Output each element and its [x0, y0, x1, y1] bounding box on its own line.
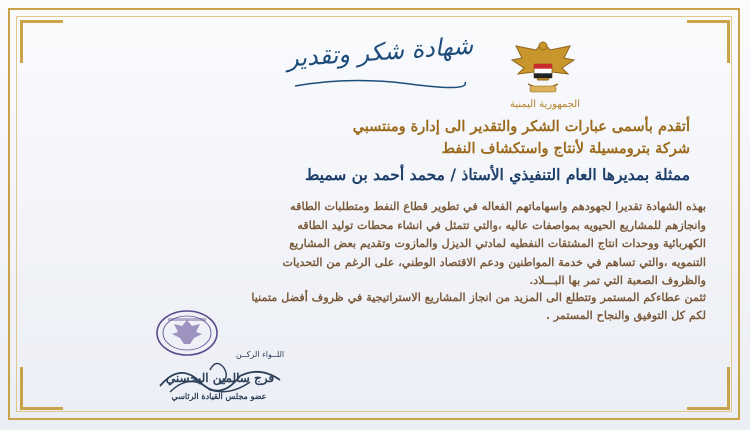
title-swash-decoration	[290, 78, 470, 90]
heading-line-1: أتقدم بأسمى عبارات الشكر والتقدير الى إدارة ومنتسبي	[352, 118, 690, 135]
body-line: وانجازهم للمشاريع الحيويه بمواصفات عاليه ،والتي تتمثل في انشاء محطات توليد الطاقه	[297, 217, 706, 232]
signatory-name: فرج سالمين البحسني	[165, 371, 275, 385]
corner-ornament	[20, 367, 63, 410]
certificate-body	[56, 197, 706, 290]
closing-line: لكم كل التوفيق والنجاح المستمر .	[545, 308, 706, 322]
yemen-eagle-emblem-icon	[508, 36, 578, 98]
body-line: بهذه الشهادة تقديرا لجهودهم واسهاماتهم الفعاله في تطوير قطاع النفط ومتطلبات الطاقه	[290, 199, 706, 213]
corner-ornament	[687, 20, 730, 63]
corner-ornament	[687, 367, 730, 410]
body-line: الكهربائية ووحدات انتاج المشتقات النفطيه لمادتي الديزل والمازوت وتقديم بعض المشاريع	[289, 236, 706, 251]
certificate-title: شهادة شكر وتقدير	[285, 31, 475, 73]
recipient-heading: ممثلة بمديرها العام التنفيذي الأستاذ / محمد أحمد بن سميط	[304, 165, 690, 184]
corner-ornament	[20, 20, 63, 63]
signatory-rank: اللــواء الركــن	[235, 350, 285, 359]
emblem-caption: الجمهورية اليمنية	[509, 99, 580, 110]
closing-line: ثثمن عطاءكم المستمر وتتطلع الى المزيد من انجاز المشاريع الاستراتيجية في ظروف أفضل متمنيا	[251, 290, 706, 304]
signatory-position: عضو مجلس القيادة الرئاسي	[171, 391, 267, 401]
body-line: التنمويه ،والتي تساهم في خدمة المواطنين ودعم الاقتصاد الوطني، على الرغم من التحديات	[282, 254, 706, 269]
official-stamp-icon	[152, 308, 222, 358]
heading-line-2: شركة بترومسيلة لأنتاج واستكشاف النفط	[441, 140, 690, 157]
body-line: والظروف الصعبة التي تمر بها البـــلاد.	[529, 273, 706, 288]
